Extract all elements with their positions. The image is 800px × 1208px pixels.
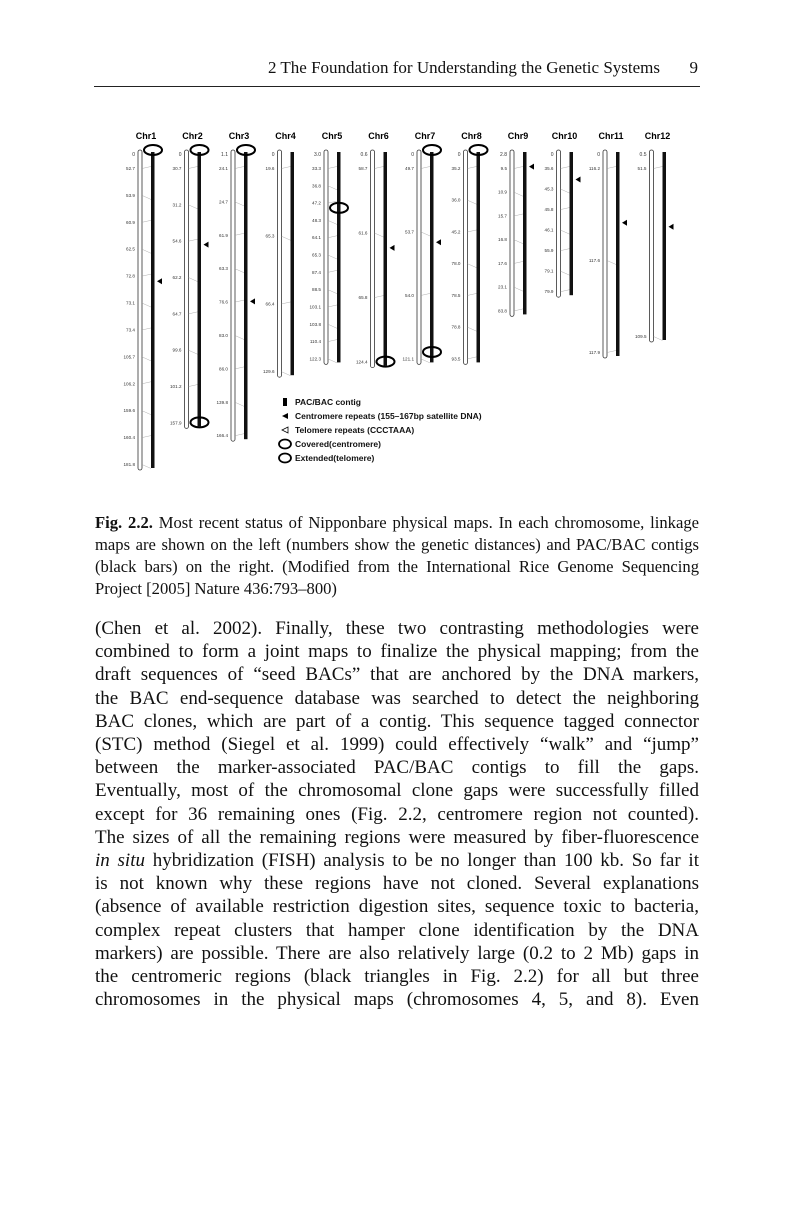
legend-label: Centromere repeats (155–167bp satellite DNA) <box>295 411 482 421</box>
linkage-map-bar <box>185 150 189 428</box>
connector-line <box>235 367 244 369</box>
connector-line <box>142 411 151 415</box>
connector-line <box>328 359 337 363</box>
position-label: 106.2 <box>123 381 135 387</box>
position-label: 87.4 <box>312 269 321 275</box>
connector-line <box>421 232 430 236</box>
centromere-triangle <box>436 239 441 245</box>
legend-label: Telomere repeats (CCCTAAA) <box>295 425 415 435</box>
connector-line <box>607 167 616 169</box>
connector-line <box>189 350 198 354</box>
connector-line <box>561 167 570 169</box>
legend-circle-symbol <box>279 454 291 463</box>
legend-triangle-symbol <box>282 413 288 419</box>
figure-caption <box>95 512 699 600</box>
connector-line <box>468 200 477 204</box>
body-line: the centromeric regions (black triangles in Fig. 2.2) for all but three <box>95 966 699 988</box>
contig-bar <box>570 152 574 295</box>
connector-line <box>561 290 570 292</box>
position-label: 47.2 <box>312 200 321 206</box>
position-label: 78.0 <box>451 261 461 267</box>
body-line-italic-start: in situ hybridization (FISH) analysis to be no longer than 100 kb. So far it <box>95 850 699 872</box>
linkage-map-bar <box>417 150 421 364</box>
running-head-title: 2 The Foundation for Understanding the Genetic Systems <box>267 58 660 77</box>
connector-line <box>328 324 337 328</box>
position-label: 30.7 <box>172 166 182 171</box>
chromosome-name: Chr11 <box>598 131 624 141</box>
body-line: BAC clones, which are part of a contig. This sequence tagged connector <box>95 710 699 732</box>
connector-line <box>421 293 430 295</box>
position-label: 61.9 <box>219 232 228 238</box>
position-label: 110.4 <box>309 339 321 345</box>
position-label: 49.7 <box>405 166 414 171</box>
position-label: 45.3 <box>544 186 554 192</box>
position-label: 93.5 <box>451 356 461 362</box>
connector-line <box>514 240 523 244</box>
centromere-triangle <box>576 176 581 182</box>
position-label: 122.3 <box>309 356 321 362</box>
centromere-triangle <box>157 278 162 284</box>
linkage-map-bar <box>231 150 235 441</box>
connector-line <box>375 167 384 169</box>
connector-line <box>328 220 337 224</box>
chromosome-name: Chr10 <box>551 131 578 141</box>
centromere-triangle <box>390 245 395 251</box>
legend-label: Extended(telomere) <box>295 453 375 463</box>
chromosome-name: Chr4 <box>275 131 296 141</box>
body-line: except for 36 remaining ones (Fig. 2.2, centromere region not counted). <box>95 803 699 825</box>
contig-bar <box>151 152 155 468</box>
position-label: 124.4 <box>356 359 368 365</box>
linkage-map-bar <box>371 150 375 368</box>
position-label: 48.3 <box>312 217 321 223</box>
connector-line <box>514 192 523 196</box>
top-position-label: 0.6 <box>360 152 368 158</box>
chromosome-name: Chr9 <box>507 131 529 141</box>
connector-line <box>235 300 244 302</box>
position-label: 53.7 <box>405 229 414 235</box>
top-position-label: 1.1 <box>221 152 228 158</box>
top-position-label: 0 <box>178 152 182 158</box>
position-label: 160.4 <box>123 435 135 441</box>
position-label: 17.6 <box>498 260 507 266</box>
chromosome-name: Chr5 <box>321 131 343 141</box>
position-label: 53.9 <box>126 192 135 198</box>
connector-line <box>561 230 570 234</box>
connector-line <box>328 340 337 342</box>
connector-line <box>561 249 570 251</box>
body-line: (STC) method (Siegel et al. 1999) could effectively “walk” and “jump” <box>95 734 699 756</box>
connector-line <box>282 372 291 376</box>
connector-line <box>468 230 477 232</box>
connector-line <box>561 208 570 210</box>
legend-label: Covered(centromere) <box>295 439 381 449</box>
contig-bar <box>523 152 527 314</box>
linkage-map-bar <box>278 150 282 377</box>
position-label: 76.6 <box>219 299 228 305</box>
position-label: 72.8 <box>126 273 135 279</box>
chromosome-name: Chr7 <box>414 131 436 141</box>
position-label: 65.3 <box>265 233 275 239</box>
connector-line <box>235 202 244 206</box>
page-number: 9 <box>689 58 698 77</box>
connector-line <box>282 167 291 169</box>
position-label: 36.8 <box>312 183 321 189</box>
top-position-label: 0 <box>132 152 135 158</box>
connector-line <box>235 233 244 235</box>
connector-line <box>235 336 244 340</box>
position-label: 83.0 <box>219 333 228 338</box>
position-label: 23.1 <box>498 284 507 290</box>
position-label: 64.7 <box>172 311 182 317</box>
connector-line <box>142 382 151 384</box>
body-line: (Chen et al. 2002). Finally, these two contrasting methodologies were <box>95 618 699 639</box>
connector-line <box>282 236 291 240</box>
position-label: 103.8 <box>309 321 321 327</box>
top-position-label: 3.0 <box>314 152 321 158</box>
connector-line <box>189 205 198 209</box>
contig-bar <box>477 152 481 362</box>
position-label: 51.5 <box>637 166 647 171</box>
position-label: 24.1 <box>219 166 228 171</box>
connector-line <box>235 434 244 436</box>
position-label: 36.0 <box>451 197 461 203</box>
legend-label: PAC/BAC contig <box>295 397 361 407</box>
position-label: 35.2 <box>451 166 461 171</box>
physical-map-figure <box>100 125 700 485</box>
connector-line <box>654 337 663 341</box>
position-label: 15.7 <box>498 213 507 219</box>
position-label: 78.8 <box>451 324 461 330</box>
connector-line <box>328 167 337 169</box>
top-position-label: 0 <box>597 152 600 158</box>
position-label: 46.1 <box>544 227 554 233</box>
linkage-map-bar <box>464 150 468 364</box>
connector-line <box>328 290 337 294</box>
linkage-map-bar <box>138 150 142 470</box>
position-label: 33.3 <box>312 166 321 171</box>
position-label: 62.5 <box>126 246 135 252</box>
position-label: 78.5 <box>451 292 461 298</box>
position-label: 83.8 <box>498 308 507 314</box>
position-label: 73.1 <box>126 300 135 306</box>
position-label: 79.9 <box>544 289 554 295</box>
position-label: 64.1 <box>312 235 321 241</box>
connector-line <box>514 167 523 169</box>
connector-line <box>142 249 151 253</box>
position-label: 159.6 <box>123 408 135 414</box>
position-label: 66.4 <box>265 301 275 307</box>
connector-line <box>189 239 198 241</box>
linkage-map-bar <box>510 150 514 316</box>
connector-line <box>328 186 337 190</box>
position-label: 166.4 <box>216 433 228 439</box>
position-label: 54.6 <box>172 238 182 244</box>
top-position-label: 0 <box>457 152 461 158</box>
connector-line <box>468 357 477 359</box>
position-label: 103.1 <box>309 304 321 310</box>
position-label: 24.7 <box>219 199 228 205</box>
chromosome-name: Chr6 <box>368 131 389 141</box>
connector-line <box>561 271 570 275</box>
position-label: 88.5 <box>312 287 321 293</box>
figure-legend <box>279 397 482 463</box>
position-label: 105.7 <box>123 354 135 360</box>
legend-open-triangle-symbol <box>282 427 288 433</box>
contig-bar <box>430 152 434 362</box>
body-line: draft sequences of “seed BACs” that are anchored by the DNA markers, <box>95 664 699 686</box>
position-label: 157.9 <box>170 420 182 426</box>
connector-line <box>142 465 151 469</box>
connector-line <box>142 220 151 222</box>
position-label: 45.8 <box>544 207 554 213</box>
connector-line <box>607 261 616 265</box>
position-label: 73.4 <box>126 327 135 333</box>
top-position-label: 0 <box>271 152 275 158</box>
connector-line <box>514 287 523 291</box>
connector-line <box>189 312 198 314</box>
connector-line <box>654 167 663 169</box>
position-label: 79.1 <box>544 268 554 274</box>
position-label: 139.8 <box>216 399 228 405</box>
position-label: 19.6 <box>265 166 275 171</box>
connector-line <box>468 167 477 169</box>
position-label: 101.2 <box>170 384 182 390</box>
connector-line <box>514 261 523 263</box>
figure-label: Fig. 2.2. <box>95 513 153 532</box>
linkage-map-bar <box>324 150 328 364</box>
top-position-label: 0 <box>550 152 554 158</box>
body-line: is not known why these regions have not cloned. Several explanations <box>95 873 699 895</box>
body-line: chromosomes in the physical maps (chromosomes 4, 5, and 8). Even <box>95 989 699 1011</box>
body-line: the BAC end-sequence database was searched to detect the neighboring <box>95 687 699 709</box>
linkage-map-bar <box>650 150 654 342</box>
centromere-triangle <box>250 298 255 304</box>
contig-bar <box>244 152 248 439</box>
caption-text: Most recent status of Nipponbare physical maps. In each chromosome, linkage maps are shown on the left (numbers show the genetic distances) and PAC/BAC contigs (black bars) on the right. (Modified from the International Rice Genome Sequencing Project [2005] Nature 436:793–800) <box>95 513 700 598</box>
connector-line <box>142 436 151 438</box>
body-line: The sizes of all the remaining regions were measured by fiber-fluorescence <box>95 826 699 848</box>
position-label: 60.9 <box>126 219 135 225</box>
chromosome-name: Chr8 <box>461 131 482 141</box>
contig-bar <box>384 152 388 366</box>
italic-term: in situ <box>95 850 145 872</box>
body-line: Eventually, most of the chromosomal clone gaps were successfully filled <box>95 780 699 802</box>
running-head <box>94 58 700 82</box>
position-label: 52.7 <box>126 166 135 171</box>
position-label: 65.8 <box>358 295 368 301</box>
connector-line <box>328 270 337 272</box>
connector-line <box>328 236 337 238</box>
position-label: 16.8 <box>498 237 507 243</box>
position-label: 99.6 <box>172 347 182 353</box>
position-label: 86.0 <box>219 366 228 372</box>
connector-line <box>468 293 477 295</box>
position-label: 117.9 <box>588 350 600 355</box>
connector-line <box>142 195 151 199</box>
contig-bar <box>291 152 295 375</box>
legend-bar-symbol <box>283 398 287 406</box>
top-position-label: 2.8 <box>500 152 507 158</box>
position-label: 181.8 <box>123 462 135 467</box>
connector-line <box>189 278 198 282</box>
connector-line <box>421 167 430 169</box>
chromosome-name: Chr3 <box>228 131 250 141</box>
centromere-triangle <box>622 220 627 226</box>
connector-line <box>421 359 430 363</box>
position-label: 61.6 <box>358 230 368 236</box>
centromere-triangle <box>669 224 674 230</box>
position-label: 58.7 <box>358 166 368 171</box>
connector-line <box>189 167 198 169</box>
contig-bar <box>198 152 202 426</box>
linkage-map-bar <box>603 150 607 358</box>
chromosome-name: Chr2 <box>182 131 203 141</box>
connector-line <box>514 214 523 216</box>
contig-bar <box>337 152 341 362</box>
body-line: (absence of available restriction digestion sites, sequence toxic to bacteria, <box>95 896 699 918</box>
connector-line <box>142 303 151 307</box>
centromere-triangle <box>529 164 534 170</box>
connector-line <box>235 269 244 273</box>
contig-bar <box>616 152 620 356</box>
position-label: 116.2 <box>588 166 600 171</box>
connector-line <box>514 309 523 311</box>
connector-line <box>142 274 151 276</box>
position-label: 117.6 <box>588 258 600 263</box>
connector-line <box>142 328 151 330</box>
connector-line <box>142 357 151 361</box>
position-label: 45.2 <box>451 229 461 235</box>
position-label: 129.6 <box>263 369 275 375</box>
position-label: 10.9 <box>498 189 507 195</box>
contig-bar <box>663 152 667 340</box>
chromosome-name: Chr1 <box>135 131 157 141</box>
chromosome-name: Chr12 <box>644 131 671 141</box>
position-label: 54.0 <box>405 292 414 298</box>
connector-line <box>375 233 384 237</box>
connector-line <box>189 385 198 387</box>
position-label: 9.5 <box>500 166 507 171</box>
position-label: 63.3 <box>219 266 228 272</box>
position-label: 109.5 <box>635 334 647 339</box>
top-position-label: 0 <box>411 152 414 158</box>
top-position-label: 0.5 <box>639 152 647 158</box>
header-rule <box>94 86 700 87</box>
connector-line <box>375 296 384 298</box>
connector-line <box>142 167 151 169</box>
body-line: markers) are possible. There are also relatively large (0.2 to 2 Mb) gaps in <box>95 942 699 964</box>
position-label: 31.2 <box>172 202 182 208</box>
position-label: 121.1 <box>402 356 414 362</box>
body-line: complex repeat clusters that hamper clone identification by the DNA <box>95 919 699 941</box>
legend-circle-symbol <box>279 440 291 449</box>
connector-line <box>561 189 570 193</box>
connector-line <box>235 402 244 406</box>
body-line: combined to form a joint maps to finalize the physical mapping; from the <box>95 641 699 663</box>
body-paragraph <box>95 617 699 1011</box>
position-label: 35.6 <box>544 166 554 171</box>
connector-line <box>468 264 477 268</box>
connector-line <box>607 351 616 353</box>
body-line: between the marker-associated PAC/BAC contigs to fill the gaps. <box>95 757 699 779</box>
connector-line <box>328 305 337 307</box>
position-label: 65.3 <box>312 252 321 258</box>
connector-line <box>328 255 337 259</box>
centromere-triangle <box>204 242 209 248</box>
connector-line <box>235 167 244 169</box>
connector-line <box>468 327 477 331</box>
position-label: 55.9 <box>544 248 554 254</box>
linkage-map-bar <box>557 150 561 297</box>
position-label: 62.2 <box>172 275 182 281</box>
connector-line <box>282 302 291 304</box>
